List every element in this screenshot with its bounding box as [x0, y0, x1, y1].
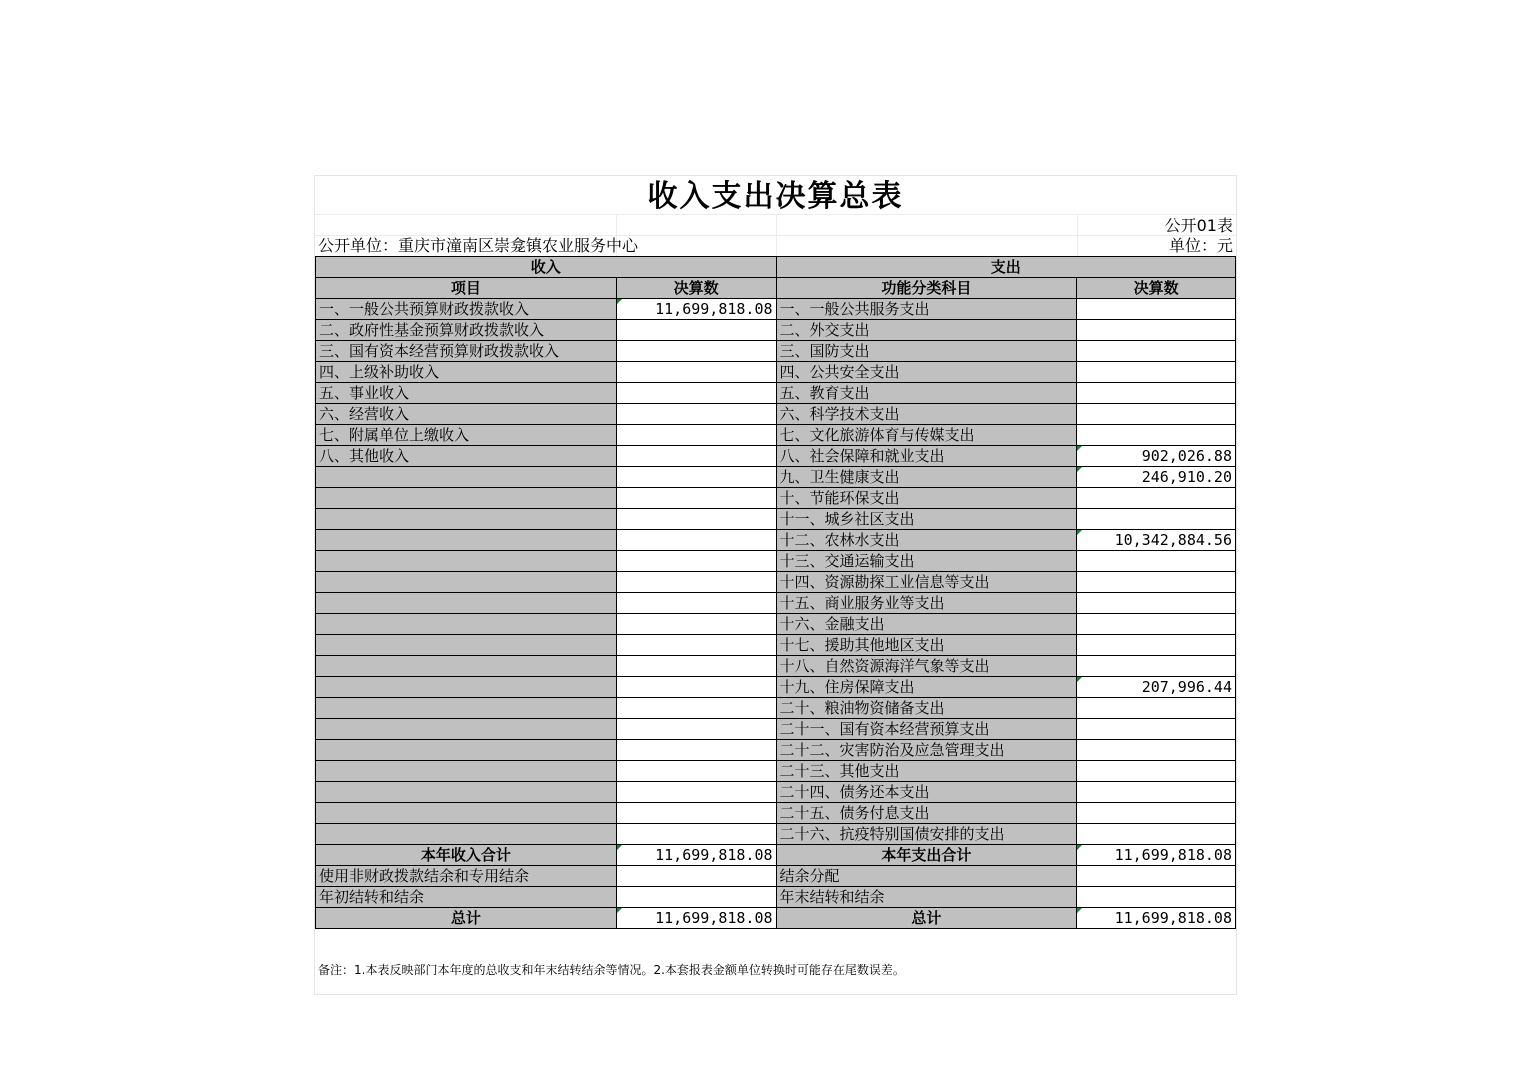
- income-item: [316, 593, 617, 614]
- non-fiscal-value: [616, 866, 776, 887]
- footnote: 备注：1.本表反映部门本年度的总收支和年末结转结余等情况。2.本套报表金额单位转换时可能存在尾数误差。: [318, 963, 905, 977]
- begin-balance-value: [616, 887, 776, 908]
- table-row: [316, 446, 1236, 467]
- income-amount: [616, 362, 776, 383]
- balance-row: [316, 866, 1236, 887]
- table-row: [316, 383, 1236, 404]
- report-title: 收入支出决算总表: [647, 179, 904, 214]
- expense-item: 十三、交通运输支出: [776, 551, 1077, 572]
- expense-item: 十二、农林水支出: [776, 530, 1077, 551]
- org-label: 公开单位：重庆市潼南区崇龛镇农业服务中心: [318, 236, 639, 255]
- income-amount: [616, 404, 776, 425]
- table-row: [316, 572, 1236, 593]
- income-amount: [616, 635, 776, 656]
- income-item: [316, 614, 617, 635]
- surplus-dist-value: [1077, 866, 1236, 887]
- cell-marker: [1077, 446, 1082, 451]
- expense-item: 二十六、抗疫特别国债安排的支出: [776, 824, 1077, 845]
- income-amount: [616, 551, 776, 572]
- expense-amount: 207,996.44: [1077, 677, 1236, 698]
- expense-item: 十一、城乡社区支出: [776, 509, 1077, 530]
- income-amount: [616, 593, 776, 614]
- income-item: [316, 782, 617, 803]
- expense-item: 二十五、债务付息支出: [776, 803, 1077, 824]
- income-item: [316, 467, 617, 488]
- income-amount: [616, 698, 776, 719]
- table-row: [316, 404, 1236, 425]
- expense-amount: [1077, 761, 1236, 782]
- expense-item: 九、卫生健康支出: [776, 467, 1077, 488]
- income-expense-table: [315, 256, 1236, 929]
- cell-marker: [1077, 908, 1082, 913]
- income-section-header: 收入: [316, 257, 777, 278]
- expense-item: 五、教育支出: [776, 383, 1077, 404]
- cell-marker: [1077, 467, 1082, 472]
- income-item: [316, 698, 617, 719]
- income-item-header: 项目: [316, 278, 617, 299]
- expense-item: 十八、自然资源海洋气象等支出: [776, 656, 1077, 677]
- table-code: 公开01表: [1164, 216, 1233, 235]
- expense-item: 二十三、其他支出: [776, 761, 1077, 782]
- income-amount: [616, 488, 776, 509]
- expense-amount: [1077, 425, 1236, 446]
- income-item: [316, 677, 617, 698]
- table-row: [316, 761, 1236, 782]
- begin-balance-label: 年初结转和结余: [316, 887, 617, 908]
- income-item: [316, 488, 617, 509]
- table-row: [316, 677, 1236, 698]
- cell-marker: [1077, 677, 1082, 682]
- table-row: [316, 299, 1236, 320]
- cell-marker: [1077, 530, 1082, 535]
- expense-amount: 246,910.20: [1077, 467, 1236, 488]
- expense-item: 三、国防支出: [776, 341, 1077, 362]
- table-row: [316, 656, 1236, 677]
- expense-total-value: 11,699,818.08: [1077, 845, 1236, 866]
- income-amount: [616, 761, 776, 782]
- income-amount: [616, 467, 776, 488]
- income-item: [316, 551, 617, 572]
- expense-amount: 10,342,884.56: [1077, 530, 1236, 551]
- expense-item: 二、外交支出: [776, 320, 1077, 341]
- table-row: [316, 803, 1236, 824]
- table-row: [316, 362, 1236, 383]
- expense-amount: [1077, 740, 1236, 761]
- income-amount: [616, 824, 776, 845]
- income-amount: [616, 341, 776, 362]
- table-row: [316, 614, 1236, 635]
- expense-amount: [1077, 635, 1236, 656]
- expense-amount: [1077, 341, 1236, 362]
- expense-amount-header: 决算数: [1077, 278, 1236, 299]
- income-item: 七、附属单位上缴收入: [316, 425, 617, 446]
- income-amount: [616, 740, 776, 761]
- income-amount: [616, 656, 776, 677]
- income-item: [316, 824, 617, 845]
- grand-total-label-right: 总计: [776, 908, 1077, 929]
- expense-item: 二十、粮油物资储备支出: [776, 698, 1077, 719]
- expense-amount: [1077, 299, 1236, 320]
- expense-amount: [1077, 551, 1236, 572]
- expense-amount: [1077, 782, 1236, 803]
- income-amount: [616, 320, 776, 341]
- surplus-dist-label: 结余分配: [776, 866, 1077, 887]
- cell-marker: [1077, 845, 1082, 850]
- table-row: [316, 467, 1236, 488]
- income-amount: [616, 782, 776, 803]
- expense-amount: [1077, 383, 1236, 404]
- cell-marker: [617, 299, 622, 304]
- table-row: [316, 740, 1236, 761]
- income-amount-header: 决算数: [616, 278, 776, 299]
- expense-item: 十九、住房保障支出: [776, 677, 1077, 698]
- income-item: [316, 530, 617, 551]
- income-amount: [616, 530, 776, 551]
- income-amount: [616, 425, 776, 446]
- income-item: [316, 656, 617, 677]
- income-item: 六、经营收入: [316, 404, 617, 425]
- table-row: [316, 698, 1236, 719]
- table-row: [316, 488, 1236, 509]
- expense-amount: [1077, 698, 1236, 719]
- income-amount: [616, 614, 776, 635]
- header-row-sections: [316, 257, 1236, 278]
- table-row: [316, 341, 1236, 362]
- table-row: [316, 551, 1236, 572]
- table-row: [316, 593, 1236, 614]
- expense-item: 六、科学技术支出: [776, 404, 1077, 425]
- income-item: 四、上级补助收入: [316, 362, 617, 383]
- expense-item: 七、文化旅游体育与传媒支出: [776, 425, 1077, 446]
- expense-item: 十四、资源勘探工业信息等支出: [776, 572, 1077, 593]
- expense-amount: [1077, 824, 1236, 845]
- income-item: 一、一般公共预算财政拨款收入: [316, 299, 617, 320]
- income-item: 二、政府性基金预算财政拨款收入: [316, 320, 617, 341]
- grand-total-right: 11,699,818.08: [1077, 908, 1236, 929]
- grand-total-label-left: 总计: [316, 908, 617, 929]
- cell-marker: [617, 908, 622, 913]
- grid-line: [315, 214, 1236, 215]
- income-total-label: 本年收入合计: [316, 845, 617, 866]
- expense-item: 四、公共安全支出: [776, 362, 1077, 383]
- expense-item-header: 功能分类科目: [776, 278, 1077, 299]
- income-item: [316, 719, 617, 740]
- expense-amount: [1077, 593, 1236, 614]
- income-total-value: 11,699,818.08: [616, 845, 776, 866]
- report-sheet: [314, 175, 1237, 995]
- expense-amount: [1077, 404, 1236, 425]
- table-row: [316, 635, 1236, 656]
- income-item: [316, 740, 617, 761]
- income-item: 八、其他收入: [316, 446, 617, 467]
- expense-amount: [1077, 803, 1236, 824]
- expense-amount: [1077, 572, 1236, 593]
- expense-amount: [1077, 509, 1236, 530]
- income-item: [316, 803, 617, 824]
- table-row: [316, 719, 1236, 740]
- income-item: 三、国有资本经营预算财政拨款收入: [316, 341, 617, 362]
- expense-item: 八、社会保障和就业支出: [776, 446, 1077, 467]
- income-amount: [616, 509, 776, 530]
- expense-amount: [1077, 719, 1236, 740]
- income-item: [316, 509, 617, 530]
- expense-item: 十五、商业服务业等支出: [776, 593, 1077, 614]
- expense-amount: [1077, 320, 1236, 341]
- income-amount: [616, 803, 776, 824]
- expense-amount: [1077, 362, 1236, 383]
- total-row: [316, 845, 1236, 866]
- income-amount: [616, 383, 776, 404]
- header-row-columns: [316, 278, 1236, 299]
- non-fiscal-label: 使用非财政拨款结余和专用结余: [316, 866, 617, 887]
- income-item: [316, 572, 617, 593]
- expense-amount: [1077, 656, 1236, 677]
- expense-item: 二十四、债务还本支出: [776, 782, 1077, 803]
- income-amount: [616, 719, 776, 740]
- balance-row: [316, 887, 1236, 908]
- income-item: 五、事业收入: [316, 383, 617, 404]
- expense-amount: [1077, 488, 1236, 509]
- expense-amount: [1077, 614, 1236, 635]
- income-amount: [616, 677, 776, 698]
- expense-item: 二十二、灾害防治及应急管理支出: [776, 740, 1077, 761]
- income-amount: [616, 446, 776, 467]
- expense-item: 十六、金融支出: [776, 614, 1077, 635]
- expense-item: 二十一、国有资本经营预算支出: [776, 719, 1077, 740]
- expense-total-label: 本年支出合计: [776, 845, 1077, 866]
- grand-total-row: [316, 908, 1236, 929]
- expense-item: 十、节能环保支出: [776, 488, 1077, 509]
- table-row: [316, 320, 1236, 341]
- table-row: [316, 425, 1236, 446]
- expense-item: 十七、援助其他地区支出: [776, 635, 1077, 656]
- table-row: [316, 824, 1236, 845]
- table-row: [316, 509, 1236, 530]
- income-item: [316, 761, 617, 782]
- income-item: [316, 635, 617, 656]
- expense-item: 一、一般公共服务支出: [776, 299, 1077, 320]
- unit-label: 单位：元: [1168, 236, 1233, 255]
- end-balance-label: 年末结转和结余: [776, 887, 1077, 908]
- expense-section-header: 支出: [776, 257, 1235, 278]
- income-amount: [616, 572, 776, 593]
- income-amount: 11,699,818.08: [616, 299, 776, 320]
- table-row: [316, 782, 1236, 803]
- table-row: [316, 530, 1236, 551]
- cell-marker: [617, 845, 622, 850]
- expense-amount: 902,026.88: [1077, 446, 1236, 467]
- end-balance-value: [1077, 887, 1236, 908]
- grand-total-left: 11,699,818.08: [616, 908, 776, 929]
